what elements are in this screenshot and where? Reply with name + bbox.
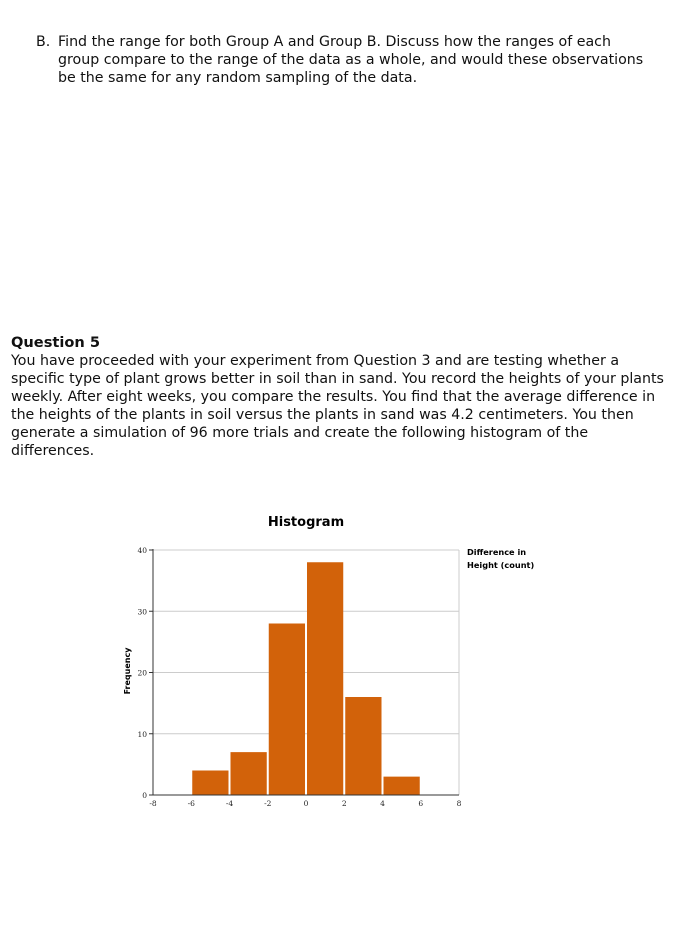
question-5-heading: Question 5	[11, 334, 101, 351]
x-axis-ticks	[149, 799, 461, 808]
histogram-bar-4	[345, 697, 381, 795]
y-tick-label-0: 0	[142, 791, 147, 800]
y-tick-label-1: 10	[137, 729, 147, 739]
histogram-bar-2	[269, 624, 305, 796]
x-tick-label-1: -6	[187, 799, 195, 808]
y-tick-label-2: 20	[137, 668, 147, 678]
x-tick-label-2: -4	[225, 799, 234, 808]
question-5-text: You have proceeded with your experiment from Question 3 and are testing whether a specific type of plant grows better in soil than in sand. You record the heights of your plants weekly. After eight weeks, you compare the results. You find that the average difference in the heights of the plants in soil versus the plants in sand was 4.2 centimeters. You then generate a simulation of 96 more trials and create the following histogram of the differences.	[11, 353, 664, 459]
x-tick-label-0: -8	[149, 799, 157, 808]
y-axis-ticks	[137, 546, 153, 800]
x-tick-label-5: 2	[341, 799, 347, 808]
y-axis-label: Frequency	[123, 647, 132, 695]
y-tick-label-4: 40	[137, 546, 147, 555]
part-b-text: Find the range for both Group A and Group B. Discuss how the ranges of each group compare to the range of the data as a whole, and would these observations be the same for any random sampling of the data.	[58, 34, 644, 86]
y-tick-label-3: 30	[137, 607, 147, 617]
x-tick-label-7: 6	[418, 799, 424, 808]
x-tick-label-3: -2	[264, 799, 272, 808]
histogram-bar-5	[384, 777, 420, 795]
histogram-bar-1	[231, 752, 267, 795]
part-b-label: B.	[36, 34, 51, 50]
legend-line-1: Difference in	[467, 547, 527, 557]
chart-title: Histogram	[267, 515, 345, 530]
x-tick-label-8: 8	[456, 799, 462, 808]
x-tick-label-6: 4	[380, 799, 385, 808]
legend-line-2: Height (count)	[467, 560, 535, 570]
chart-bars	[192, 562, 420, 795]
histogram-bar-0	[192, 771, 228, 796]
histogram-bar-3	[307, 562, 343, 795]
x-tick-label-4: 0	[303, 799, 309, 808]
chart-grid	[153, 550, 459, 795]
